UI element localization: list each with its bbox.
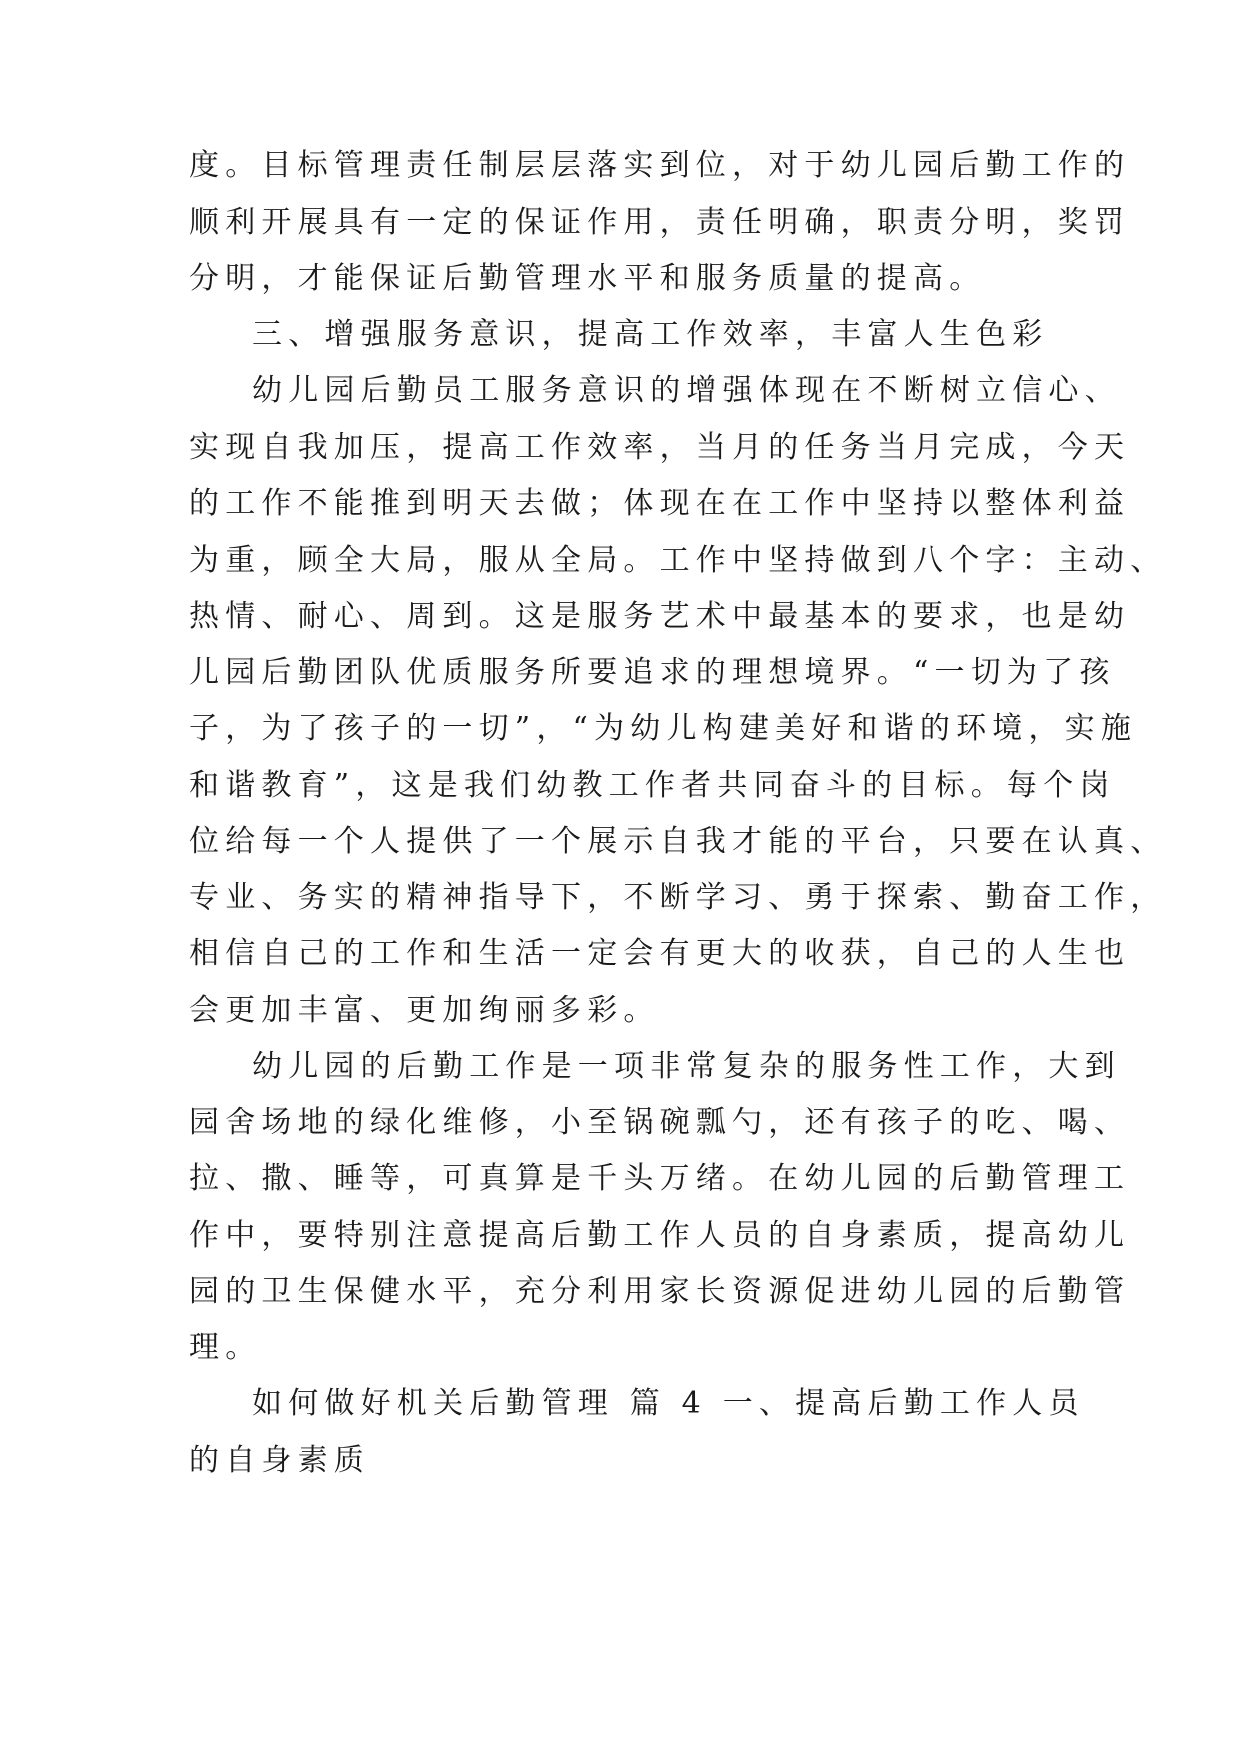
text-line: 幼儿园的后勤工作是一项非常复杂的服务性工作，大到 bbox=[252, 1049, 1121, 1084]
text-line: 园舍场地的绿化维修，小至锅碗瓢勺，还有孩子的吃、喝、 bbox=[189, 1105, 1131, 1140]
text-line: 和谐教育”，这是我们幼教工作者共同奋斗的目标。每个岗 bbox=[189, 768, 1116, 803]
text-line: 实现自我加压，提高工作效率，当月的任务当月完成，今天 bbox=[189, 430, 1131, 465]
section-heading: 三、增强服务意识，提高工作效率，丰富人生色彩 bbox=[252, 317, 1049, 352]
text-line: 的自身素质 bbox=[189, 1443, 370, 1478]
text-line: 会更加丰富、更加绚丽多彩。 bbox=[189, 993, 660, 1028]
text-line: 专业、务实的精神指导下，不断学习、勇于探索、勤奋工作， bbox=[189, 880, 1167, 915]
text-line: 的工作不能推到明天去做；体现在在工作中坚持以整体利益 bbox=[189, 486, 1131, 521]
text-line: 子，为了孩子的一切”，“为幼儿构建美好和谐的环境，实施 bbox=[189, 711, 1138, 746]
text-line: 热情、耐心、周到。这是服务艺术中最基本的要求，也是幼 bbox=[189, 599, 1131, 634]
text-line: 为重，顾全大局，服从全局。工作中坚持做到八个字：主动、 bbox=[189, 543, 1167, 578]
text-line: 分明，才能保证后勤管理水平和服务质量的提高。 bbox=[189, 261, 986, 296]
text-line: 作中，要特别注意提高后勤工作人员的自身素质，提高幼儿 bbox=[189, 1218, 1131, 1253]
text-line: 幼儿园后勤员工服务意识的增强体现在不断树立信心、 bbox=[252, 373, 1121, 408]
text-line: 顺利开展具有一定的保证作用，责任明确，职责分明，奖罚 bbox=[189, 205, 1131, 240]
text-line: 园的卫生保健水平，充分利用家长资源促进幼儿园的后勤管 bbox=[189, 1274, 1131, 1309]
text-line: 拉、撒、睡等，可真算是千头万绪。在幼儿园的后勤管理工 bbox=[189, 1161, 1131, 1196]
text-line: 儿园后勤团队优质服务所要追求的理想境界。“一切为了孩 bbox=[189, 655, 1116, 690]
article-heading: 如何做好机关后勤管理 篇 4 一、提高后勤工作人员 bbox=[252, 1386, 1085, 1421]
text-line: 度。目标管理责任制层层落实到位，对于幼儿园后勤工作的 bbox=[189, 148, 1131, 183]
text-line: 相信自己的工作和生活一定会有更大的收获，自己的人生也 bbox=[189, 936, 1131, 971]
text-line: 位给每一个人提供了一个展示自我才能的平台，只要在认真、 bbox=[189, 824, 1167, 859]
text-line: 理。 bbox=[189, 1330, 262, 1365]
